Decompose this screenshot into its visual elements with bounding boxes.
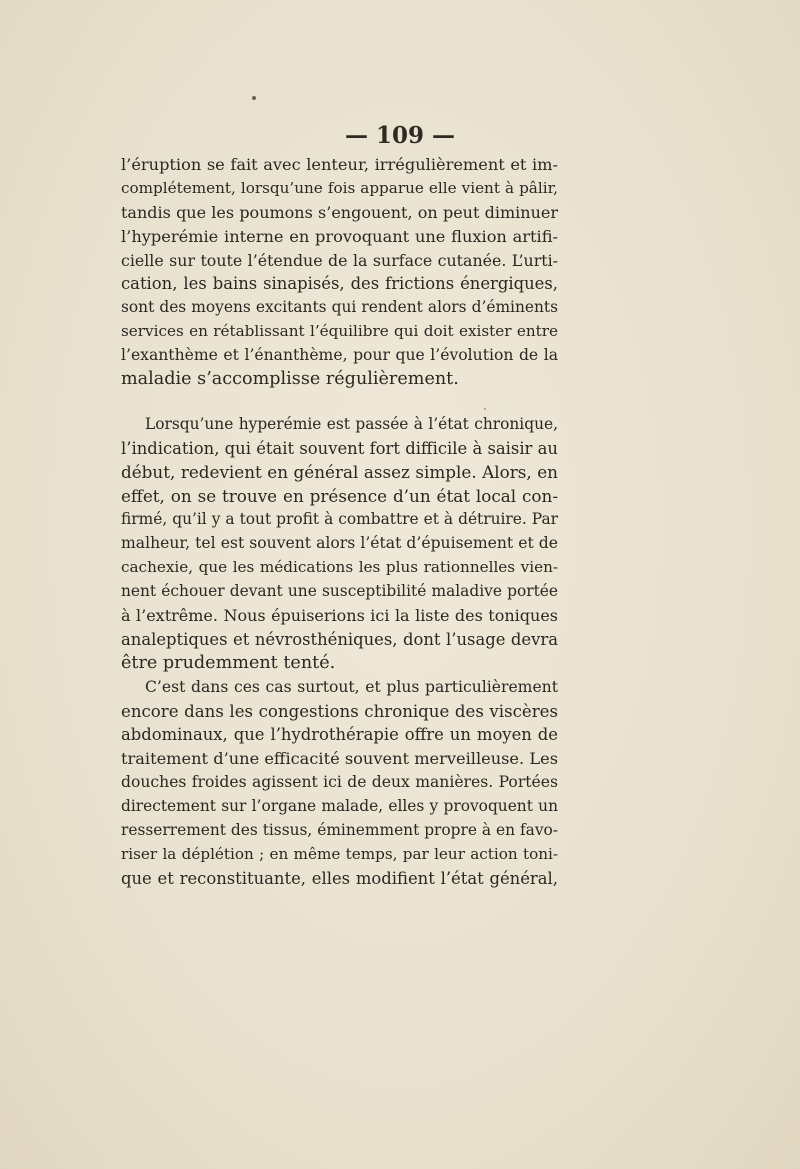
text-line: effet, on se trouve en présence d’un état local con-: [121, 485, 558, 506]
text-line: début, redevient en général assez simple. Alors, en: [121, 461, 558, 482]
text-line: abdominaux, que l’hydrothérapie offre un moyen de: [121, 725, 558, 745]
paragraph-gap: [121, 392, 558, 413]
text-line: être prudemment tenté.: [121, 652, 336, 673]
text-line: tandis que les poumons s’engouent, on peut diminuer: [121, 202, 558, 222]
text-line: encore dans les congestions chronique des viscères: [121, 701, 558, 721]
text-line: analeptiques et névrosthéniques, dont l’usage devra: [121, 629, 558, 649]
text-line: riser la déplétion ; en même temps, par leur action toni-: [121, 844, 558, 863]
text-line: cation, les bains sinapisés, des frictions énergiques,: [121, 274, 558, 294]
text-line: C’est dans ces cas surtout, et plus particulièrement: [145, 677, 558, 696]
text-line: complétement, lorsqu’une fois apparue elle vient à pâlir,: [121, 178, 558, 197]
text-line: cachexie, que les médications les plus rationnelles vien-: [121, 558, 558, 577]
text-line: l’éruption se fait avec lenteur, irrégulièrement et im-: [121, 155, 558, 174]
text-line: firmé, qu’il y a tout profit à combattre et à détruire. Par: [121, 510, 558, 529]
ink-speck: [252, 96, 256, 100]
text-line: resserrement des tissus, éminemment propre à en favo-: [121, 821, 558, 840]
body-text: [121, 153, 558, 891]
page-number: — 109 —: [344, 122, 456, 149]
text-line: nent échouer devant une susceptibilité maladive portée: [121, 582, 558, 601]
paragraph-2: [121, 413, 558, 676]
text-line: directement sur l’organe malade, elles y provoquent un: [121, 797, 558, 816]
text-line: à l’extrême. Nous épuiserions ici la liste des toniques: [121, 606, 558, 626]
text-line: cielle sur toute l’étendue de la surface cutanée. L’urti-: [121, 250, 558, 270]
text-line: maladie s’accomplisse régulièrement.: [121, 369, 459, 390]
paragraph-1: [121, 153, 558, 392]
text-line: malheur, tel est souvent alors l’état d’épuisement et de: [121, 534, 558, 553]
text-line: que et reconstituante, elles modifient l’état général,: [121, 868, 558, 888]
paragraph-3: [121, 676, 558, 891]
text-line: l’exanthème et l’énanthème, pour que l’évolution de la: [121, 346, 558, 365]
text-line: l’indication, qui était souvent fort difficile à saisir au: [121, 438, 558, 458]
text-line: services en rétablissant l’équilibre qui doit exister entre: [121, 322, 558, 341]
text-line: douches froides agissent ici de deux manières. Portées: [121, 773, 558, 792]
text-line: sont des moyens excitants qui rendent alors d’éminents: [121, 298, 558, 317]
text-line: traitement d’une efficacité souvent merveilleuse. Les: [121, 749, 558, 769]
text-line: l’hyperémie interne en provoquant une fluxion artifi-: [121, 226, 558, 246]
text-line: Lorsqu’une hyperémie est passée à l’état chronique,: [145, 414, 558, 433]
